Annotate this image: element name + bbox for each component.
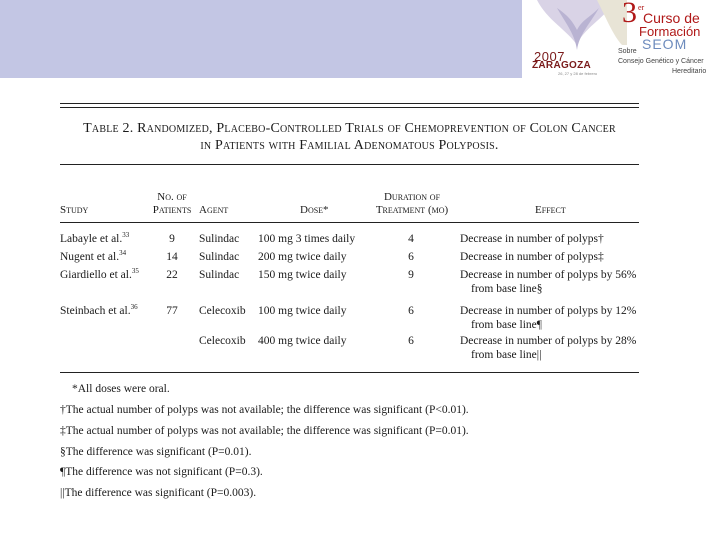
logo-subtitle-1: Consejo Genético y Cáncer bbox=[618, 58, 704, 65]
row-2-ref: 34 bbox=[119, 249, 127, 258]
row-4-ref: 36 bbox=[130, 303, 138, 312]
row-4-effect-line-2: from base line¶ bbox=[471, 319, 542, 331]
row-3-effect-line-1: Decrease in number of polyps by 56% bbox=[460, 269, 637, 281]
row-1-duration: 4 bbox=[408, 233, 414, 245]
row-2-duration: 6 bbox=[408, 251, 414, 263]
header-patients-line-2: Patients bbox=[152, 204, 192, 216]
row-1-agent: Sulindac bbox=[199, 233, 240, 245]
header-duration-line-1: Duration of bbox=[383, 191, 441, 203]
table-bottom-rule bbox=[60, 372, 639, 373]
row-3-ref: 35 bbox=[131, 267, 139, 276]
row-5-effect-line-1: Decrease in number of polyps by 28% bbox=[460, 335, 637, 347]
logo-line-formacion: Formación bbox=[639, 24, 701, 39]
header-banner bbox=[0, 0, 522, 78]
row-2-study-name: Nugent et al. bbox=[60, 251, 120, 263]
row-4-agent: Celecoxib bbox=[199, 305, 246, 317]
row-3-agent: Sulindac bbox=[199, 269, 240, 281]
row-4-effect-line-1: Decrease in number of polyps by 12% bbox=[460, 305, 637, 317]
table-title bbox=[60, 120, 639, 154]
header-patients bbox=[150, 191, 194, 217]
row-1-patients: 9 bbox=[169, 233, 175, 245]
logo-edition-suffix: er bbox=[638, 3, 645, 12]
row-4-effect bbox=[460, 304, 636, 332]
row-5-duration: 6 bbox=[408, 335, 414, 347]
row-3-effect-line-2: from base line§ bbox=[471, 283, 543, 295]
row-1-effect: Decrease in number of polyps† bbox=[460, 233, 604, 245]
row-5-effect-line-2: from base line|| bbox=[471, 349, 542, 361]
footnote-5: ¶The difference was not significant (P=0.3). bbox=[60, 466, 263, 478]
logo-city: ZARAGOZA bbox=[532, 60, 592, 71]
table-title-line-2: in Patients with Familial Adenomatous Polyposis. bbox=[200, 138, 499, 153]
logo-line-curso: Curso de bbox=[643, 10, 700, 26]
row-3-study-name: Giardiello et al. bbox=[60, 269, 132, 281]
table-title-line-1: Table 2. Randomized, Placebo-Controlled Trials of Chemoprevention of Colon Cancer bbox=[83, 121, 616, 136]
header-effect: Effect bbox=[535, 204, 566, 216]
header-agent: Agent bbox=[199, 204, 229, 216]
row-4-study-name: Steinbach et al. bbox=[60, 305, 131, 317]
row-5-dose: 400 mg twice daily bbox=[258, 335, 347, 347]
row-4-dose: 100 mg twice daily bbox=[258, 305, 347, 317]
table-top-rule-2 bbox=[60, 107, 639, 108]
row-3-dose: 150 mg twice daily bbox=[258, 269, 347, 281]
row-3-duration: 9 bbox=[408, 269, 414, 281]
footnote-1: *All doses were oral. bbox=[72, 383, 170, 395]
footnote-4: §The difference was significant (P=0.01). bbox=[60, 446, 252, 458]
logo-sobre: Sobre bbox=[618, 48, 637, 55]
row-2-agent: Sulindac bbox=[199, 251, 240, 263]
footnote-3: ‡The actual number of polyps was not available; the difference was significant (P=0.01). bbox=[60, 425, 469, 437]
header-duration-line-2: Treatment (mo) bbox=[375, 204, 449, 216]
footnote-6: ||The difference was significant (P=0.003). bbox=[60, 487, 257, 499]
header-rule bbox=[60, 222, 639, 223]
logo-year: 2007 bbox=[534, 49, 565, 64]
header-duration bbox=[372, 191, 452, 217]
title-rule bbox=[60, 164, 639, 165]
course-logo bbox=[522, 0, 720, 78]
row-2-study bbox=[60, 250, 126, 264]
row-2-patients: 14 bbox=[166, 251, 178, 263]
row-4-study bbox=[60, 304, 138, 318]
row-4-patients: 77 bbox=[166, 305, 178, 317]
row-1-dose: 100 mg 3 times daily bbox=[258, 233, 356, 245]
header-study: Study bbox=[60, 204, 89, 216]
row-5-effect bbox=[460, 334, 636, 362]
logo-edition-number: 3 bbox=[622, 0, 637, 29]
table-top-rule bbox=[60, 103, 639, 104]
row-1-ref: 33 bbox=[122, 231, 130, 240]
logo-subtitle-2: Hereditario bbox=[672, 68, 707, 75]
row-1-study bbox=[60, 232, 129, 246]
logo-line-seom: SEOM bbox=[642, 36, 688, 52]
row-3-effect bbox=[460, 268, 636, 296]
row-4-duration: 6 bbox=[408, 305, 414, 317]
row-2-dose: 200 mg twice daily bbox=[258, 251, 347, 263]
header-patients-line-1: No. of bbox=[157, 191, 187, 203]
row-2-effect: Decrease in number of polyps‡ bbox=[460, 251, 604, 263]
row-3-study bbox=[60, 268, 139, 282]
logo-dates: 26, 27 y 28 de febrero bbox=[558, 71, 598, 76]
row-5-agent: Celecoxib bbox=[199, 335, 246, 347]
row-3-patients: 22 bbox=[166, 269, 178, 281]
row-1-study-name: Labayle et al. bbox=[60, 233, 123, 245]
footnote-2: †The actual number of polyps was not available; the difference was significant (P<0.01). bbox=[60, 404, 469, 416]
header-dose: Dose* bbox=[300, 204, 329, 216]
